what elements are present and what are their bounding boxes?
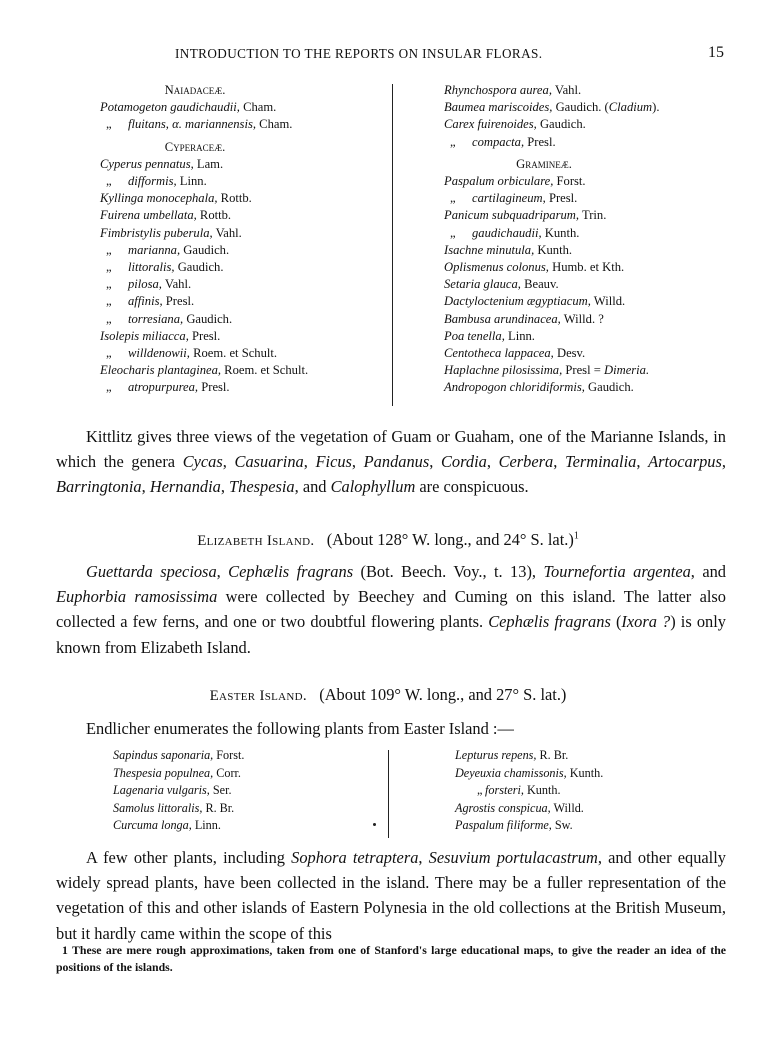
page-number: 15 bbox=[708, 44, 724, 61]
species-name: atropurpurea, bbox=[128, 380, 199, 395]
alt-close: ). bbox=[652, 100, 660, 115]
species-author: Linn. bbox=[176, 174, 207, 189]
species-name: Centotheca lappacea, bbox=[444, 346, 554, 361]
sep: , bbox=[486, 452, 499, 472]
species-author: R. Br. bbox=[202, 800, 235, 815]
species-author: Willd. ? bbox=[560, 311, 604, 326]
cyperaceae-list bbox=[100, 156, 390, 397]
text-run: , and bbox=[690, 562, 726, 581]
species-name: gaudichaudii, bbox=[472, 225, 542, 240]
species-entry bbox=[444, 276, 744, 293]
section-heading-elizabeth bbox=[0, 530, 776, 550]
species-name: cartilagineum, bbox=[472, 191, 546, 206]
text-run: are conspicuous. bbox=[415, 477, 529, 497]
species-entry bbox=[113, 765, 363, 783]
species-name: Panicum subquadriparum, bbox=[444, 208, 580, 223]
species-author: Trin. bbox=[579, 208, 607, 223]
species-author: Linn. bbox=[504, 328, 535, 343]
species-name: Rhynchospora aurea, bbox=[444, 83, 552, 97]
species-name: difformis, bbox=[128, 174, 177, 189]
species-name: Lagenaria vulgaris, bbox=[113, 783, 210, 798]
section-heading-easter bbox=[0, 685, 776, 705]
top-list-right bbox=[444, 82, 744, 397]
species-author: Roem. et Schult. bbox=[221, 363, 309, 378]
genus: Thespesia bbox=[229, 477, 295, 497]
species-entry bbox=[444, 190, 744, 207]
text-run: , and other equally widely spread plants, have been collected in the island. There may be a fuller representation of the vegetation of this and other islands of Eastern Polynesia in the old collections at the British Museum, but it hardly came within the scope of this bbox=[56, 848, 726, 943]
species-author: Presl. bbox=[545, 191, 578, 206]
species-entry bbox=[100, 225, 390, 242]
species-entry bbox=[113, 782, 363, 800]
family-heading-naiadaceae: Naiadaceæ. bbox=[164, 83, 226, 97]
species-name: Haplachne pilosissima, bbox=[444, 363, 563, 378]
guam-paragraph bbox=[56, 424, 726, 500]
species-name: Kyllinga monocephala, bbox=[100, 191, 218, 206]
top-list-left bbox=[100, 82, 390, 397]
species-author: Lam. bbox=[193, 156, 224, 171]
species: Ixora ? bbox=[621, 612, 671, 632]
species-author: Cham. bbox=[239, 100, 277, 115]
species-name: Agrostis conspicua, bbox=[455, 800, 551, 815]
species-author: Kunth. bbox=[523, 783, 561, 798]
species-entry bbox=[100, 293, 390, 310]
species-author: Presl. bbox=[162, 294, 195, 309]
species-entry bbox=[444, 379, 744, 396]
species-author: Vahl. bbox=[212, 225, 242, 240]
easter-intro bbox=[86, 716, 726, 741]
text-run: ( bbox=[610, 612, 622, 632]
column-divider-top bbox=[392, 84, 393, 406]
easter-list-right bbox=[455, 747, 735, 835]
species: Euphorbia ramosissima bbox=[56, 587, 218, 607]
species-name: Fimbristylis puberula, bbox=[100, 225, 213, 240]
sep: , bbox=[351, 452, 364, 472]
species-name: Cyperus pennatus, bbox=[100, 156, 194, 171]
intro-text: Endlicher enumerates the following plants from Easter Island :— bbox=[86, 719, 514, 738]
species-author: Forst. bbox=[213, 748, 245, 762]
species-entry bbox=[444, 207, 744, 224]
genus: Artocarpus bbox=[648, 452, 722, 472]
species-entry bbox=[444, 362, 744, 379]
species-entry bbox=[455, 765, 735, 783]
ditto-mark: „ bbox=[106, 311, 112, 326]
species-name: Bambusa arundinacea, bbox=[444, 311, 561, 326]
genus: Hernandia bbox=[149, 477, 221, 497]
species-name: Eleocharis plantaginea, bbox=[100, 363, 222, 378]
species-entry bbox=[113, 817, 363, 835]
species-author: Cham. bbox=[256, 117, 293, 132]
species-entry bbox=[100, 276, 390, 293]
ditto-mark: „ bbox=[106, 242, 112, 257]
species-entry bbox=[455, 782, 735, 800]
species-name: forsteri, bbox=[485, 783, 524, 798]
genus: Barringtonia bbox=[56, 477, 142, 497]
species-entry bbox=[100, 99, 390, 116]
ditto-mark: „ bbox=[450, 191, 456, 206]
text-run: Kittlitz gives three views of the vegetation of Guam or Guaham, one of the Marianne Islands, in which the genera bbox=[56, 427, 726, 472]
sep: , bbox=[721, 452, 726, 472]
ditto-mark: „ bbox=[106, 260, 112, 275]
species-entry bbox=[455, 800, 735, 818]
text-run: were collected by Beechey and Cuming on this island. The latter also collected a few ferns, and one or two doubtful flowering plants. bbox=[56, 587, 726, 632]
species-entry bbox=[444, 259, 744, 276]
column-divider-easter bbox=[388, 750, 389, 838]
ditto-mark: „ bbox=[477, 783, 483, 798]
species-author: Presl = bbox=[562, 363, 604, 378]
species-author: Beauv. bbox=[520, 277, 559, 292]
species-name: Thespesia populnea, bbox=[113, 765, 214, 780]
text-run: , bbox=[216, 562, 229, 581]
species-name: Paspalum filiforme, bbox=[455, 818, 552, 833]
species-author: Presl. bbox=[198, 380, 230, 395]
species-author: Presl. bbox=[188, 328, 221, 343]
genus: Cordia bbox=[441, 452, 487, 472]
species: Sesuvium portulacastrum bbox=[428, 848, 598, 867]
stray-dot bbox=[373, 823, 376, 826]
naiadaceae-list bbox=[100, 99, 390, 133]
elizabeth-paragraph bbox=[56, 559, 726, 660]
easter-right-list bbox=[455, 747, 735, 835]
sep: , bbox=[636, 452, 649, 472]
species-entry bbox=[444, 242, 744, 259]
species-name: Setaria glauca, bbox=[444, 277, 521, 292]
species-entry bbox=[100, 207, 390, 224]
species-entry bbox=[100, 190, 390, 207]
sep: , bbox=[141, 477, 150, 497]
species-entry bbox=[444, 328, 744, 345]
species-entry bbox=[100, 311, 390, 328]
alt-genus: Cladium bbox=[608, 100, 653, 115]
text-run: ) is only known from Elizabeth Island. bbox=[56, 612, 726, 657]
species-entry bbox=[444, 82, 744, 99]
species-name: pilosa, bbox=[128, 277, 162, 292]
genus: Pandanus bbox=[363, 452, 430, 472]
running-title: INTRODUCTION TO THE REPORTS ON INSULAR FLORAS. bbox=[175, 46, 543, 61]
species-author: Humb. et Kth. bbox=[548, 260, 625, 275]
ditto-mark: „ bbox=[106, 174, 112, 189]
species-entry bbox=[444, 293, 744, 310]
genus: Cerbera bbox=[498, 452, 554, 472]
species-entry bbox=[100, 173, 390, 190]
footnote bbox=[56, 942, 726, 975]
sep: , bbox=[222, 452, 235, 472]
text-run: , bbox=[418, 848, 429, 867]
genus: Calophyllum bbox=[330, 477, 416, 497]
species-entry bbox=[113, 747, 363, 765]
easter-list-left bbox=[113, 747, 363, 835]
species-entry bbox=[100, 379, 390, 396]
species-author: Gaudich. ( bbox=[552, 100, 609, 115]
species-author: Kunth. bbox=[566, 765, 604, 780]
species-name: affinis, bbox=[128, 294, 163, 309]
species-name: Isachne minutula, bbox=[444, 242, 535, 257]
genus: Casuarina bbox=[234, 452, 304, 472]
genus: Cycas bbox=[182, 452, 223, 472]
species-author: Gaudich. bbox=[584, 380, 634, 395]
species-entry bbox=[100, 345, 390, 362]
species-author: Vahl. bbox=[161, 277, 192, 292]
species-entry bbox=[100, 259, 390, 276]
sep: , bbox=[553, 452, 565, 472]
alt-genus: Dimeria. bbox=[604, 363, 650, 378]
species-author: Kunth. bbox=[534, 242, 573, 257]
sep: , bbox=[220, 477, 230, 497]
section-name: Easter Island. bbox=[209, 688, 307, 704]
section-coords: (About 128° W. long., and 24° S. lat.) bbox=[326, 530, 574, 549]
species-author: Sw. bbox=[551, 818, 573, 833]
text-run: A few other plants, including bbox=[86, 848, 292, 867]
species-author: Rottb. bbox=[196, 208, 232, 223]
species-entry bbox=[100, 242, 390, 259]
species-entry bbox=[100, 156, 390, 173]
page-header bbox=[0, 46, 776, 68]
species-name: Lepturus repens, bbox=[455, 748, 537, 762]
species: Cephælis fragrans bbox=[228, 562, 354, 581]
species-author: Corr. bbox=[213, 765, 241, 780]
species-author: Willd. bbox=[590, 294, 626, 309]
species-name: torresiana, bbox=[128, 311, 184, 326]
species: Cephælis fragrans bbox=[488, 612, 611, 632]
species-author: Gaudich. bbox=[536, 117, 586, 132]
footnote-mark: 1 bbox=[573, 530, 579, 542]
species-entry bbox=[444, 99, 744, 116]
species-name: Andropogon chloridiformis, bbox=[444, 380, 585, 395]
species-author: Desv. bbox=[553, 346, 586, 361]
species-entry bbox=[444, 173, 744, 190]
species-entry bbox=[455, 747, 735, 765]
species-name: Oplismenus colonus, bbox=[444, 260, 549, 275]
species-author: Gaudich. bbox=[180, 242, 230, 257]
species-author: Forst. bbox=[553, 174, 586, 189]
species-name: Potamogeton gaudichaudii, bbox=[100, 100, 240, 115]
sep: , and bbox=[294, 477, 331, 497]
species-name: littoralis, bbox=[128, 260, 175, 275]
ditto-mark: „ bbox=[106, 294, 112, 309]
species: Guettarda speciosa bbox=[86, 562, 217, 581]
species-author: Gaudich. bbox=[174, 260, 224, 275]
species-name: Poa tenella, bbox=[444, 328, 505, 343]
species-author: Gaudich. bbox=[183, 311, 233, 326]
family-heading-gramineae: Gramineæ. bbox=[516, 156, 572, 171]
section-name: Elizabeth Island. bbox=[197, 533, 315, 549]
text-run: (Bot. Beech. Voy., t. 13), bbox=[353, 562, 544, 581]
species-author: Willd. bbox=[550, 800, 584, 815]
species-entry bbox=[444, 345, 744, 362]
species-name: Samolus littoralis, bbox=[113, 800, 203, 815]
species: Tournefortia argentea bbox=[543, 562, 691, 581]
ditto-mark: „ bbox=[106, 380, 112, 395]
genus: Terminalia bbox=[564, 452, 637, 472]
footnote-text: These are mere rough approximations, taken from one of Stanford's large educational maps, to give the reader an idea of the positions of the islands. bbox=[56, 943, 726, 974]
genus: Ficus bbox=[315, 452, 352, 472]
species-name: Isolepis miliacca, bbox=[100, 328, 189, 343]
species-author: Vahl. bbox=[551, 83, 582, 97]
species-entry bbox=[100, 116, 390, 133]
species-author: Roem. et Schult. bbox=[189, 346, 278, 361]
species-entry bbox=[444, 311, 744, 328]
ditto-mark: „ bbox=[106, 277, 112, 292]
species-name: Paspalum orbiculare, bbox=[444, 174, 554, 189]
sep: , bbox=[303, 452, 316, 472]
cyperaceae-cont-list bbox=[444, 82, 744, 151]
species-name: compacta, bbox=[472, 134, 525, 149]
species-name: Dactyloctenium ægyptiacum, bbox=[444, 294, 591, 309]
species-author: Rottb. bbox=[217, 191, 252, 206]
gramineae-list bbox=[444, 173, 744, 397]
species-author: Presl. bbox=[524, 134, 556, 149]
species-author: R. Br. bbox=[536, 748, 569, 762]
species-entry bbox=[455, 817, 735, 835]
species-entry bbox=[113, 800, 363, 818]
family-heading-cyperaceae: Cyperaceæ. bbox=[164, 139, 226, 154]
species-name: Baumea mariscoides, bbox=[444, 100, 553, 115]
species-author: Ser. bbox=[209, 783, 232, 798]
ditto-mark: „ bbox=[106, 346, 112, 361]
ditto-mark: „ bbox=[450, 134, 456, 149]
species-name: marianna, bbox=[128, 242, 181, 257]
ditto-mark: „ bbox=[450, 225, 456, 240]
species-name: willdenowii, bbox=[128, 346, 190, 361]
species-name: Curcuma longa, bbox=[113, 818, 192, 833]
species-name: Carex fuirenoides, bbox=[444, 117, 537, 132]
species-name: Fuirena umbellata, bbox=[100, 208, 197, 223]
species-name: fluitans, α. mariannensis, bbox=[128, 117, 257, 132]
species-entry bbox=[444, 225, 744, 242]
species: Sophora tetraptera bbox=[291, 848, 419, 867]
easter-paragraph bbox=[56, 845, 726, 946]
species-author: Kunth. bbox=[541, 225, 580, 240]
species-entry bbox=[100, 362, 390, 379]
section-coords: (About 109° W. long., and 27° S. lat.) bbox=[319, 685, 567, 704]
footnote-mark: 1 bbox=[62, 943, 68, 957]
species-name: Sapindus saponaria, bbox=[113, 748, 214, 762]
sep: , bbox=[429, 452, 441, 472]
species-entry bbox=[444, 116, 744, 133]
easter-left-list bbox=[113, 747, 363, 835]
species-entry bbox=[100, 328, 390, 345]
ditto-mark: „ bbox=[106, 117, 112, 132]
species-entry bbox=[444, 134, 744, 151]
species-name: Deyeuxia chamissonis, bbox=[455, 765, 567, 780]
species-author: Linn. bbox=[191, 818, 221, 833]
